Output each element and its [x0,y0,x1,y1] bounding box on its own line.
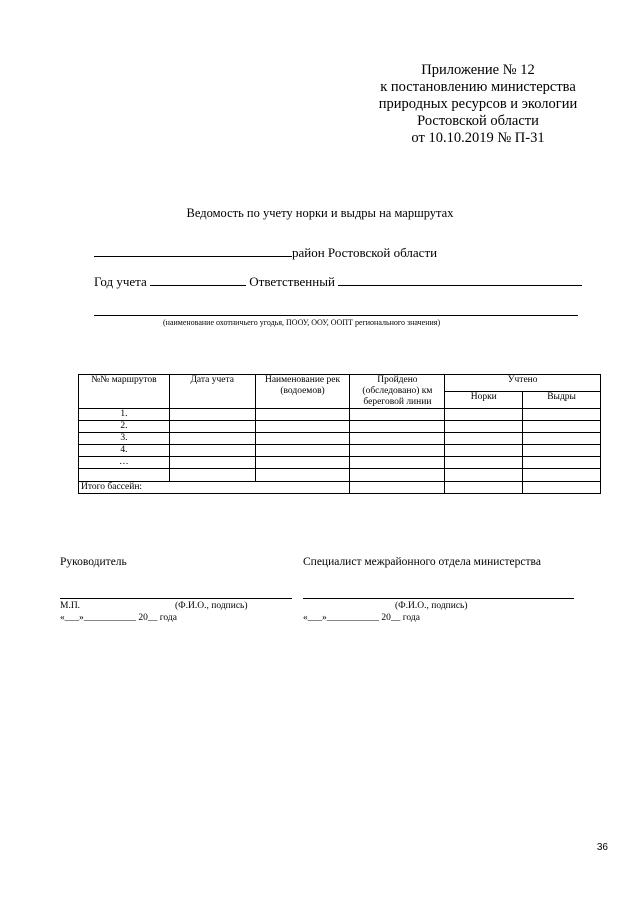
appendix-line-2: к постановлению министерства [380,79,576,95]
table-cell[interactable] [445,433,523,445]
total-row [79,482,601,494]
head-label: Руководитель [60,556,127,568]
accounting-table [78,374,601,494]
district-line [94,243,437,261]
table-cell[interactable] [445,409,523,421]
route-cell: 4. [79,445,170,457]
responsible-blank[interactable] [338,272,582,286]
head-date: «___»___________ 20__ года [60,613,177,623]
appendix-header [358,62,598,147]
route-cell: 1. [79,409,170,421]
table-cell[interactable] [523,469,601,482]
table-row [79,469,601,482]
head-fio-hint: (Ф.И.О., подпись) [175,601,248,611]
table-row [79,409,601,421]
table-cell[interactable] [169,433,255,445]
document-title: Ведомость по учету норки и выдры на маршрутах [186,206,454,220]
table-cell[interactable] [255,421,350,433]
stamp-label: М.П. [60,601,81,611]
table-cell[interactable] [169,457,255,469]
route-cell: … [79,457,170,469]
year-responsible-line [94,272,582,290]
table-cell[interactable] [350,445,445,457]
specialist-label: Специалист межрайонного отдела министерства [303,556,541,568]
table-cell[interactable] [523,421,601,433]
head-signature-line[interactable] [60,598,292,599]
route-cell [79,469,170,482]
table-cell[interactable] [350,457,445,469]
table-cell[interactable] [169,421,255,433]
header-date: Дата учета [169,375,255,409]
responsible-label: Ответственный [249,274,335,289]
table-cell[interactable] [255,433,350,445]
header-rivers: Наименование рек (водоемов) [255,375,350,409]
table-cell[interactable] [169,469,255,482]
table-cell[interactable] [350,433,445,445]
year-label: Год учета [94,274,147,289]
route-cell: 2. [79,421,170,433]
table-cell[interactable] [350,421,445,433]
header-otter: Выдры [523,392,601,409]
table-cell[interactable] [445,482,523,494]
table-cell[interactable] [445,457,523,469]
table-row [79,433,601,445]
header-mink: Норки [445,392,523,409]
table-cell[interactable] [445,469,523,482]
table-row [79,457,601,469]
appendix-line-4: Ростовской области [417,113,539,129]
hunting-ground-hint: (наименование охотничьего угодья, ПООУ, ООУ, ООПТ регионального значения) [163,318,441,327]
appendix-number: Приложение № 12 [421,62,535,78]
appendix-date: от 10.10.2019 № П-31 [411,130,545,146]
appendix-line-3: природных ресурсов и экологии [378,96,578,112]
table-cell[interactable] [350,409,445,421]
header-route: №№ маршрутов [79,375,170,409]
table-cell[interactable] [523,445,601,457]
table-cell[interactable] [523,457,601,469]
header-counted: Учтено [445,375,601,392]
table-cell[interactable] [445,421,523,433]
route-cell: 3. [79,433,170,445]
specialist-fio-hint: (Ф.И.О., подпись) [395,601,468,611]
district-blank[interactable] [94,243,292,257]
table-cell[interactable] [350,469,445,482]
hunting-ground-blank[interactable] [94,315,578,316]
table-cell[interactable] [255,409,350,421]
table-row [79,421,601,433]
table-cell[interactable] [523,433,601,445]
page-number: 36 [596,842,608,853]
total-label: Итого бассейн: [79,482,350,494]
header-passed: Пройдено (обследовано) км береговой линии [350,375,445,409]
table-row [79,445,601,457]
table-cell[interactable] [255,469,350,482]
specialist-date: «___»___________ 20__ года [303,613,420,623]
table-cell[interactable] [523,409,601,421]
table-cell[interactable] [445,445,523,457]
year-blank[interactable] [150,272,246,286]
table-cell[interactable] [523,482,601,494]
district-suffix: район Ростовской области [292,245,438,260]
specialist-signature-line[interactable] [303,598,574,599]
table-cell[interactable] [255,445,350,457]
table-cell[interactable] [255,457,350,469]
table-cell[interactable] [169,445,255,457]
table-cell[interactable] [169,409,255,421]
table-cell[interactable] [350,482,445,494]
